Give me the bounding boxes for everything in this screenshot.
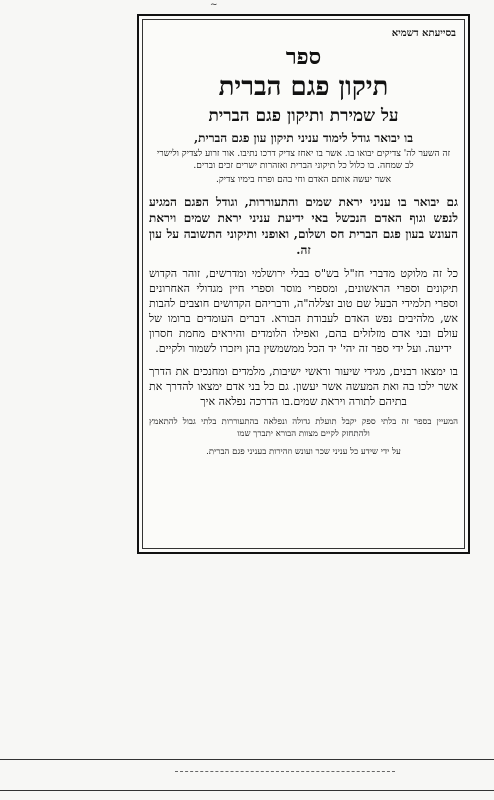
title-page-content bbox=[143, 20, 464, 458]
audience-paragraph: בו ימצאו רבנים, מגידי שיעור וראשי ישיבות, מלמדים ומחנכים את הדרך אשר ילכו בה ואת המעשה אשר יעשון. גם כל בני אדם ימצאו להדרך את בתיהם לתורה ויראת שמים.בו הדרכה נפלאה איך bbox=[149, 365, 458, 408]
description-paragraph: כל זה מלוקט מדברי חז"ל בש"ס בבלי ירושלמי ומדרשים, זוהר הקדוש תיקונים וספרי הראשונים, ומספרי מוסר וספרי חיין מגדולי האחרונים וספרי תלמידי הבעל שם טוב זצללה"ה, ודבריהם הקדושים חוצבים להבות אש, מלהיבים נפש האדם לעבודת הבורא. דברים העומדים ברומו של עולם ובני אדם מזלזלים בהם, ואפילו הלומדים והיראים מחמת חסרון ידיעה. ועל ידי ספר זה יהי' יד הכל ממשמשין בהן ויזכרו לשמור ולקיים. bbox=[149, 267, 458, 355]
bottom-dotted-rule bbox=[175, 771, 395, 772]
bottom-rule bbox=[0, 759, 494, 760]
title-page-inner-border bbox=[142, 19, 465, 549]
bottom-rule-2 bbox=[0, 790, 494, 791]
small-verse-text: זה השער לה' צדיקים יבואו בו. אשר בו יאחז צדיק דרכו נתיבו. אור זרוע לצדיק ולישרי לב שמחה. בו כלול כל תיקוני הברית ואזהרות ישרים זכים וברים. bbox=[156, 149, 451, 171]
title-page-frame bbox=[137, 14, 470, 554]
benefit-paragraph: המעיין בספר זה בלתי ספק יקבל תועלת גדולה ונפלאה בהתעוררות בלתי גבול להתאמץ ולהתחזק לקיים מצוות הבורא יתברך שמו bbox=[149, 417, 458, 439]
blessing-text: בסייעתא דשמיא bbox=[391, 28, 456, 39]
book-subtitle: על שמירת ותיקון פגם הברית bbox=[208, 106, 399, 126]
intro-line: בו יבואר גודל לימוד עניני תיקון עון פגם הברית, bbox=[193, 131, 414, 145]
bold-description: גם יבואר בו עניני יראת שמים והתעוררות, וגודל הפגם המגיע לנפש וגוף האדם הנכשל באי ידיעת עניני יראת שמים ויראת העונש בעון פגם הברית חס ושלום, ואופני ותיקוני התשובה על עון זה. bbox=[149, 195, 458, 257]
small-verse-text-2: אשר יעשה אותם האדם וחי בהם ופרח בימיו צדיק. bbox=[215, 175, 392, 185]
top-mark: ~ bbox=[210, 0, 218, 10]
book-title: תיקון פגם הברית bbox=[218, 72, 389, 102]
sefer-label: ספר bbox=[285, 44, 322, 70]
closing-line: על ידי שידע כל עניני שכר ועונש וזהירות בעניני פגם הברית. bbox=[206, 447, 401, 457]
